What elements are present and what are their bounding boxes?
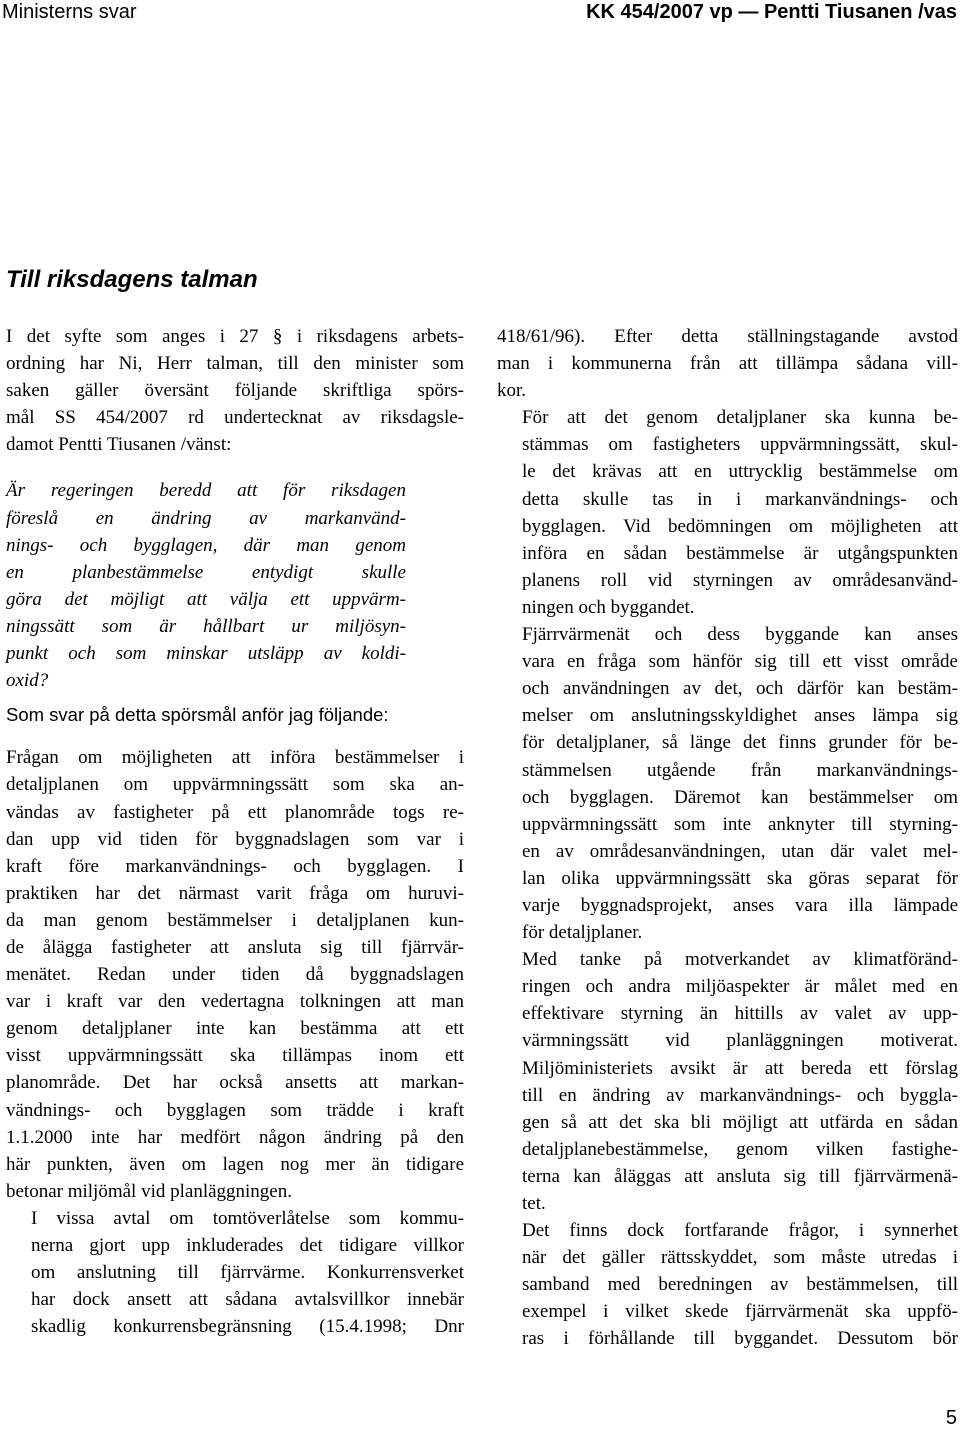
text-line: ningssätt som är hållbart ur miljösyn- [6, 615, 406, 637]
page-number: 5 [945, 1407, 957, 1429]
text-line: dan upp vid tiden för byggnadslagen som var i [6, 828, 464, 850]
text-line: vara en fråga som hänför sig till ett visst område [522, 651, 958, 673]
text-line: detaljplanebestämmelse, genom vilken fastighe- [522, 1138, 958, 1160]
text-line: stämmas om fastigheters uppvärmningssätt, skul- [522, 434, 958, 456]
text-line: göra det möjligt att välja ett uppvärm- [6, 588, 406, 610]
text-line: damot Pentti Tiusanen /vänst: [6, 434, 232, 456]
text-line: I vissa avtal om tomtöverlåtelse som kommu- [31, 1207, 464, 1229]
text-line: Fjärrvärmenät och dess byggande kan anses [522, 624, 958, 646]
text-line: terna kan åläggas att ansluta sig till fjärrvärmenä- [522, 1165, 958, 1187]
letter-heading: Till riksdagens talman [6, 266, 258, 293]
text-line: kor. [497, 380, 527, 402]
text-line: här punkten, även om lagen nog mer än tidigare [6, 1153, 464, 1175]
text-line: detta skulle tas in i markanvändnings- och [522, 488, 958, 510]
text-line: Som svar på detta spörsmål anför jag följande: [6, 704, 389, 726]
text-line: lan olika uppvärmningssätt ska göras separat för [522, 867, 958, 889]
text-line: ordning har Ni, Herr talman, till den minister som [6, 353, 464, 375]
text-line: införa en sådan bestämmelse är utgångspunkten [522, 542, 958, 564]
text-line: exempel i vilket skede fjärrvärmenät ska uppfö- [522, 1301, 958, 1323]
text-line: Miljöministeriets avsikt är att bereda ett förslag [522, 1057, 958, 1079]
text-line: vändnings- och bygglagen som trädde i kraft [6, 1099, 464, 1121]
text-line: oxid? [6, 670, 49, 692]
text-line: 418/61/96). Efter detta ställningstagande avstod [497, 326, 958, 347]
left-column [6, 323, 464, 1340]
text-line: om anslutning till fjärrvärme. Konkurrensverket [31, 1262, 464, 1284]
question-quote [6, 477, 406, 694]
text-line: planområde. Det har också ansetts att markan- [6, 1072, 464, 1094]
text-line: mål SS 454/2007 rd undertecknat av riksdagsle- [6, 407, 464, 429]
answer-paragraph [497, 621, 958, 946]
text-line: värmningssätt vid planläggningen motiverat. [522, 1030, 958, 1052]
intro-paragraph [6, 323, 464, 458]
text-line: föreslå en ändring av markanvänd- [6, 507, 406, 529]
text-line: gen så att det ska bli möjligt att utfärda en sådan [522, 1111, 958, 1133]
text-line: varje byggnadsprojekt, anses vara illa lämpade [522, 894, 958, 916]
text-line: da man genom bestämmelser i detaljplanen kun- [6, 909, 464, 931]
text-line: kraft före markanvändnings- och bygglagen. I [6, 855, 464, 877]
text-line: saken gäller översänt följande skriftliga spörs- [6, 380, 464, 402]
answer-paragraph [497, 404, 958, 621]
text-line: var i kraft var den vedertagna tolkningen att man [6, 991, 464, 1013]
header-document-reference: KK 454/2007 vp — Pentti Tiusanen /vas [586, 1, 957, 23]
text-line: för detaljplaner. [522, 922, 643, 944]
text-line: planens roll vid styrningen av områdesanvänd- [522, 569, 958, 591]
text-line: för detaljplaner, så länge det finns grunder för be- [522, 732, 958, 754]
text-line: skadlig konkurrensbegränsning (15.4.1998; Dnr [31, 1316, 464, 1338]
text-line: För att det genom detaljplaner ska kunna be- [522, 407, 958, 429]
answer-paragraph [6, 1205, 464, 1340]
text-line: ningen och byggandet. [522, 596, 695, 618]
text-line: tet. [522, 1193, 546, 1214]
text-line: genom detaljplaner inte kan bestämma att ett [6, 1018, 464, 1040]
text-line: har dock ansett att sådana avtalsvillkor innebär [31, 1289, 464, 1311]
text-line: nerna gjort upp inkluderades det tidigare villkor [31, 1235, 464, 1256]
text-line: praktiken har det närmast varit fråga om huruvi- [6, 882, 464, 904]
text-line: ringen och andra miljöaspekter är målet med en [522, 976, 958, 998]
text-line: och bygglagen. Däremot kan bestämmelser om [522, 786, 958, 808]
text-line: I det syfte som anges i 27 § i riksdagens arbets- [6, 326, 464, 347]
text-line: samband med beredningen av bestämmelsen, till [522, 1274, 958, 1296]
text-line: stämmelsen utgående från markanvändnings- [522, 759, 958, 781]
text-line: uppvärmningssätt som inte anknyter till styrning- [522, 813, 958, 835]
answer-paragraph [497, 323, 958, 404]
header-section-title: Ministerns svar [2, 1, 137, 23]
text-line: bygglagen. Vid bedömningen om möjligheten att [522, 515, 958, 537]
text-line: punkt och som minskar utsläpp av koldi- [6, 643, 406, 665]
text-line: betonar miljömål vid planläggningen. [6, 1180, 292, 1202]
text-line: vändas av fastigheter på ett planområde togs re- [6, 801, 464, 823]
answer-paragraph [497, 1217, 958, 1352]
text-line: ras i förhållande till byggandet. Dessutom bör [522, 1328, 958, 1350]
text-line: 1.1.2000 inte har medfört någon ändring på den [6, 1126, 464, 1148]
text-line: visst uppvärmningssätt ska tillämpas inom ett [6, 1045, 464, 1067]
text-line: nings- och bygglagen, där man genom [6, 534, 406, 556]
text-line: Med tanke på motverkandet av klimatföränd- [522, 949, 958, 971]
text-line: till en ändring av markanvändnings- och byggla- [522, 1084, 958, 1106]
text-line: le det krävas att en uttrycklig bestämmelse om [522, 461, 958, 483]
answer-paragraph [497, 946, 958, 1217]
text-line: detaljplanen om uppvärmningssätt som ska an- [6, 774, 464, 796]
text-line: en planbestämmelse entydigt skulle [6, 561, 406, 583]
answer-intro [6, 701, 464, 728]
text-line: melser om anslutningsskyldighet anses lämpa sig [522, 705, 958, 727]
text-line: de ålägga fastigheter att ansluta sig till fjärrvär- [6, 936, 464, 958]
text-line: Är regeringen beredd att för riksdagen [6, 480, 406, 502]
text-line: Det finns dock fortfarande frågor, i synnerhet [522, 1220, 958, 1242]
text-line: menätet. Redan under tiden då byggnadslagen [6, 964, 464, 986]
text-line: en av områdesanvändningen, utan där valet mel- [522, 840, 958, 862]
right-column [497, 323, 958, 1353]
text-line: och användningen av det, och därför kan bestäm- [522, 678, 958, 700]
answer-paragraph [6, 744, 464, 1205]
text-line: effektivare styrning än hittills av valet av upp- [522, 1003, 958, 1025]
text-line: man i kommunerna från att tillämpa sådana vill- [497, 353, 958, 375]
text-line: Frågan om möjligheten att införa bestämmelser i [6, 747, 464, 769]
text-line: när det gäller rättsskyddet, som måste utredas i [522, 1247, 958, 1269]
